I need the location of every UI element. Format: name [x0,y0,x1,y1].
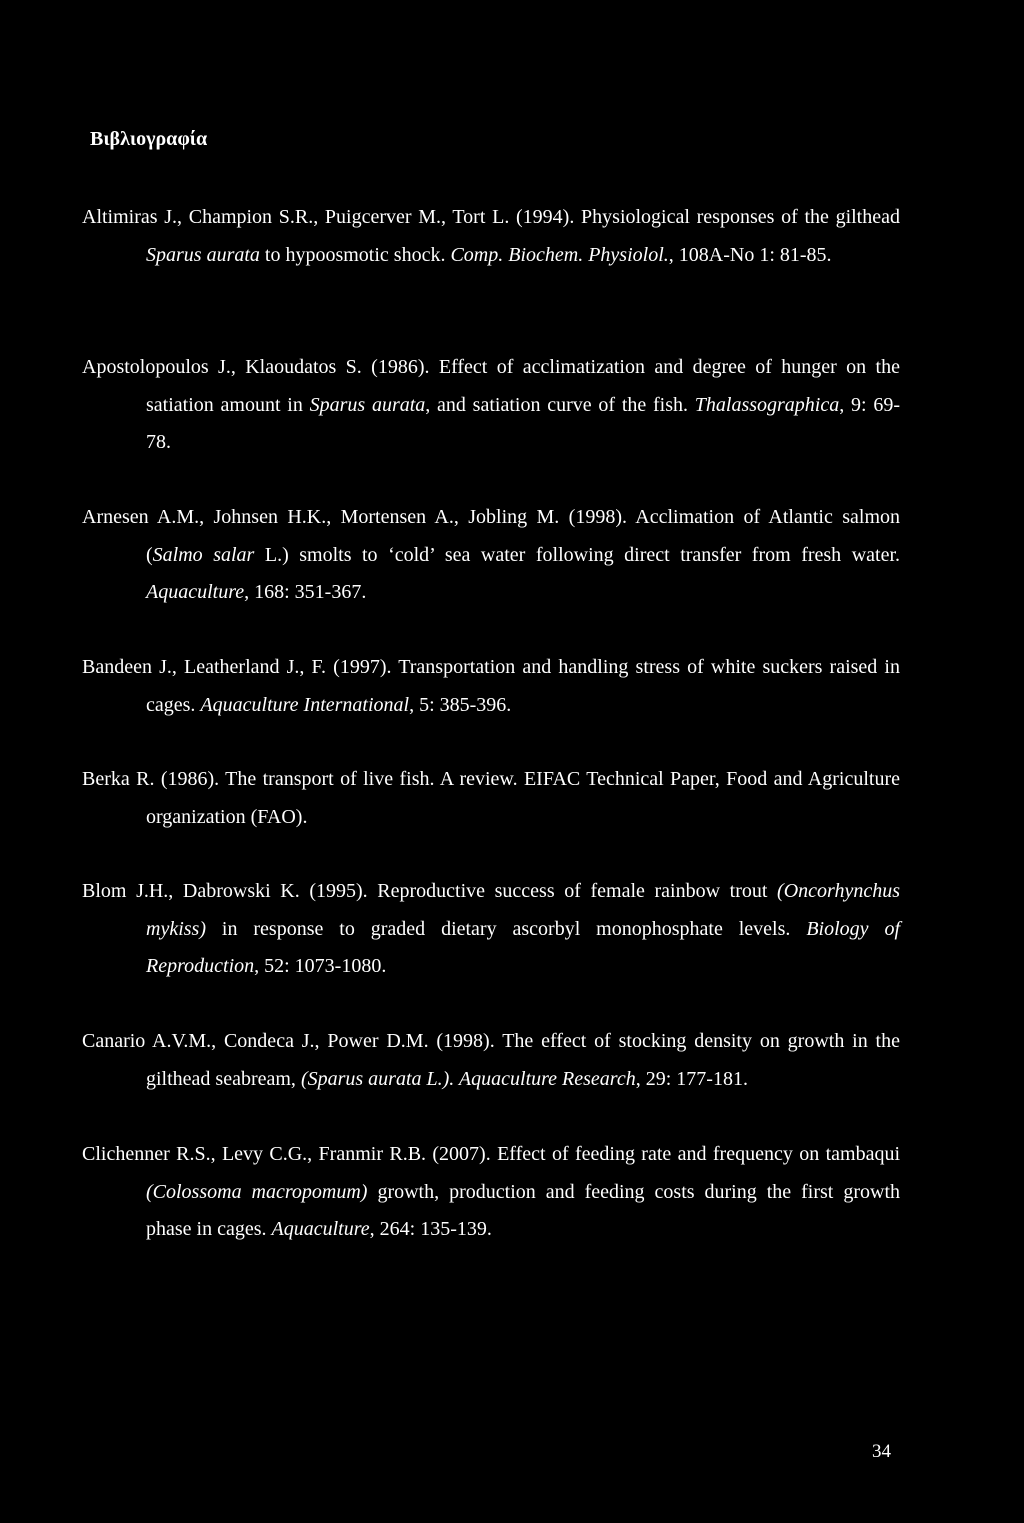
reference-text: Bandeen J., Leatherland J., F. (1997). Transportation and handling stress of white suckers raised in cages. [82,656,900,716]
reference-text: growth, production and feeding costs during the first growth phase in cages. [146,1180,900,1240]
reference-italic-text: Biology of Reproduction [146,917,901,977]
reference-text: Apostolopoulos J., Klaoudatos S. (1986). Effect of acclimatization and degree of hunger on the satiation amount in [82,356,900,416]
reference-italic-text: Sparus aurata [146,243,260,266]
reference-text: Clichenner R.S., Levy C.G., Franmir R.B. (2007). Effect of feeding rate and frequency on tambaqui [82,1143,900,1165]
reference-entry [82,499,900,612]
reference-entry [82,761,900,836]
reference-italic-text: Comp. Biochem. Physiolol. [450,243,669,266]
reference-text: , 9: 69-78. [146,393,900,453]
reference-text: , 5: 385-396. [409,693,512,716]
reference-text: Berka R. (1986). The transport of live fish. A review. EIFAC Technical Paper, Food and Agriculture organization (FAO). [82,768,900,828]
reference-italic-text: (Oncorhynchus mykiss) [146,880,900,940]
reference-italic-text: Aquaculture [271,1218,370,1240]
reference-text: in response to graded dietary ascorbyl monophosphate levels. [205,917,807,940]
reference-italic-text: (Colossoma macropomum) [146,1180,368,1203]
reference-text: , 264: 135-139. [369,1218,492,1240]
reference-text: , and satiation curve of the fish. [425,393,695,416]
bibliography-heading: Βιβλιογραφία [90,128,208,150]
reference-italic-text: Aquaculture International [200,693,410,716]
reference-entry [82,1023,900,1098]
reference-entry [82,199,900,274]
reference-italic-text: (Sparus aurata L.). Aquaculture Research [300,1067,636,1090]
reference-text: , 168: 351-367. [244,581,367,603]
reference-italic-text: Salmo salar [152,543,255,566]
reference-text: , 29: 177-181. [635,1067,748,1090]
page-number: 34 [872,1441,891,1462]
reference-entry [82,349,900,462]
reference-entry [82,1136,900,1249]
reference-text: to hypoosmotic shock. [259,243,451,266]
reference-italic-text: Aquaculture [146,581,245,603]
reference-italic-text: Thalassographica [694,393,840,416]
reference-italic-text: Sparus aurata [309,393,426,416]
reference-text: Blom J.H., Dabrowski K. (1995). Reproductive success of female rainbow trout [82,880,778,902]
reference-text: Canario A.V.M., Condeca J., Power D.M. (1998). The effect of stocking density on growth in the gilthead seabream, [82,1030,900,1090]
reference-text: Altimiras J., Champion S.R., Puigcerver M., Tort L. (1994). Physiological responses of the gilthead [82,206,900,228]
reference-text: Arnesen A.M., Johnsen H.K., Mortensen A., Jobling M. (1998). Acclimation of Atlantic salmon ( [82,506,900,566]
reference-text: , 108A-No 1: 81-85. [668,243,832,266]
reference-text: L.) smolts to ‘cold’ sea water following direct transfer from fresh water. [254,543,901,566]
reference-entry [82,873,900,986]
reference-entry [82,649,900,724]
reference-text: , 52: 1073-1080. [254,955,387,977]
